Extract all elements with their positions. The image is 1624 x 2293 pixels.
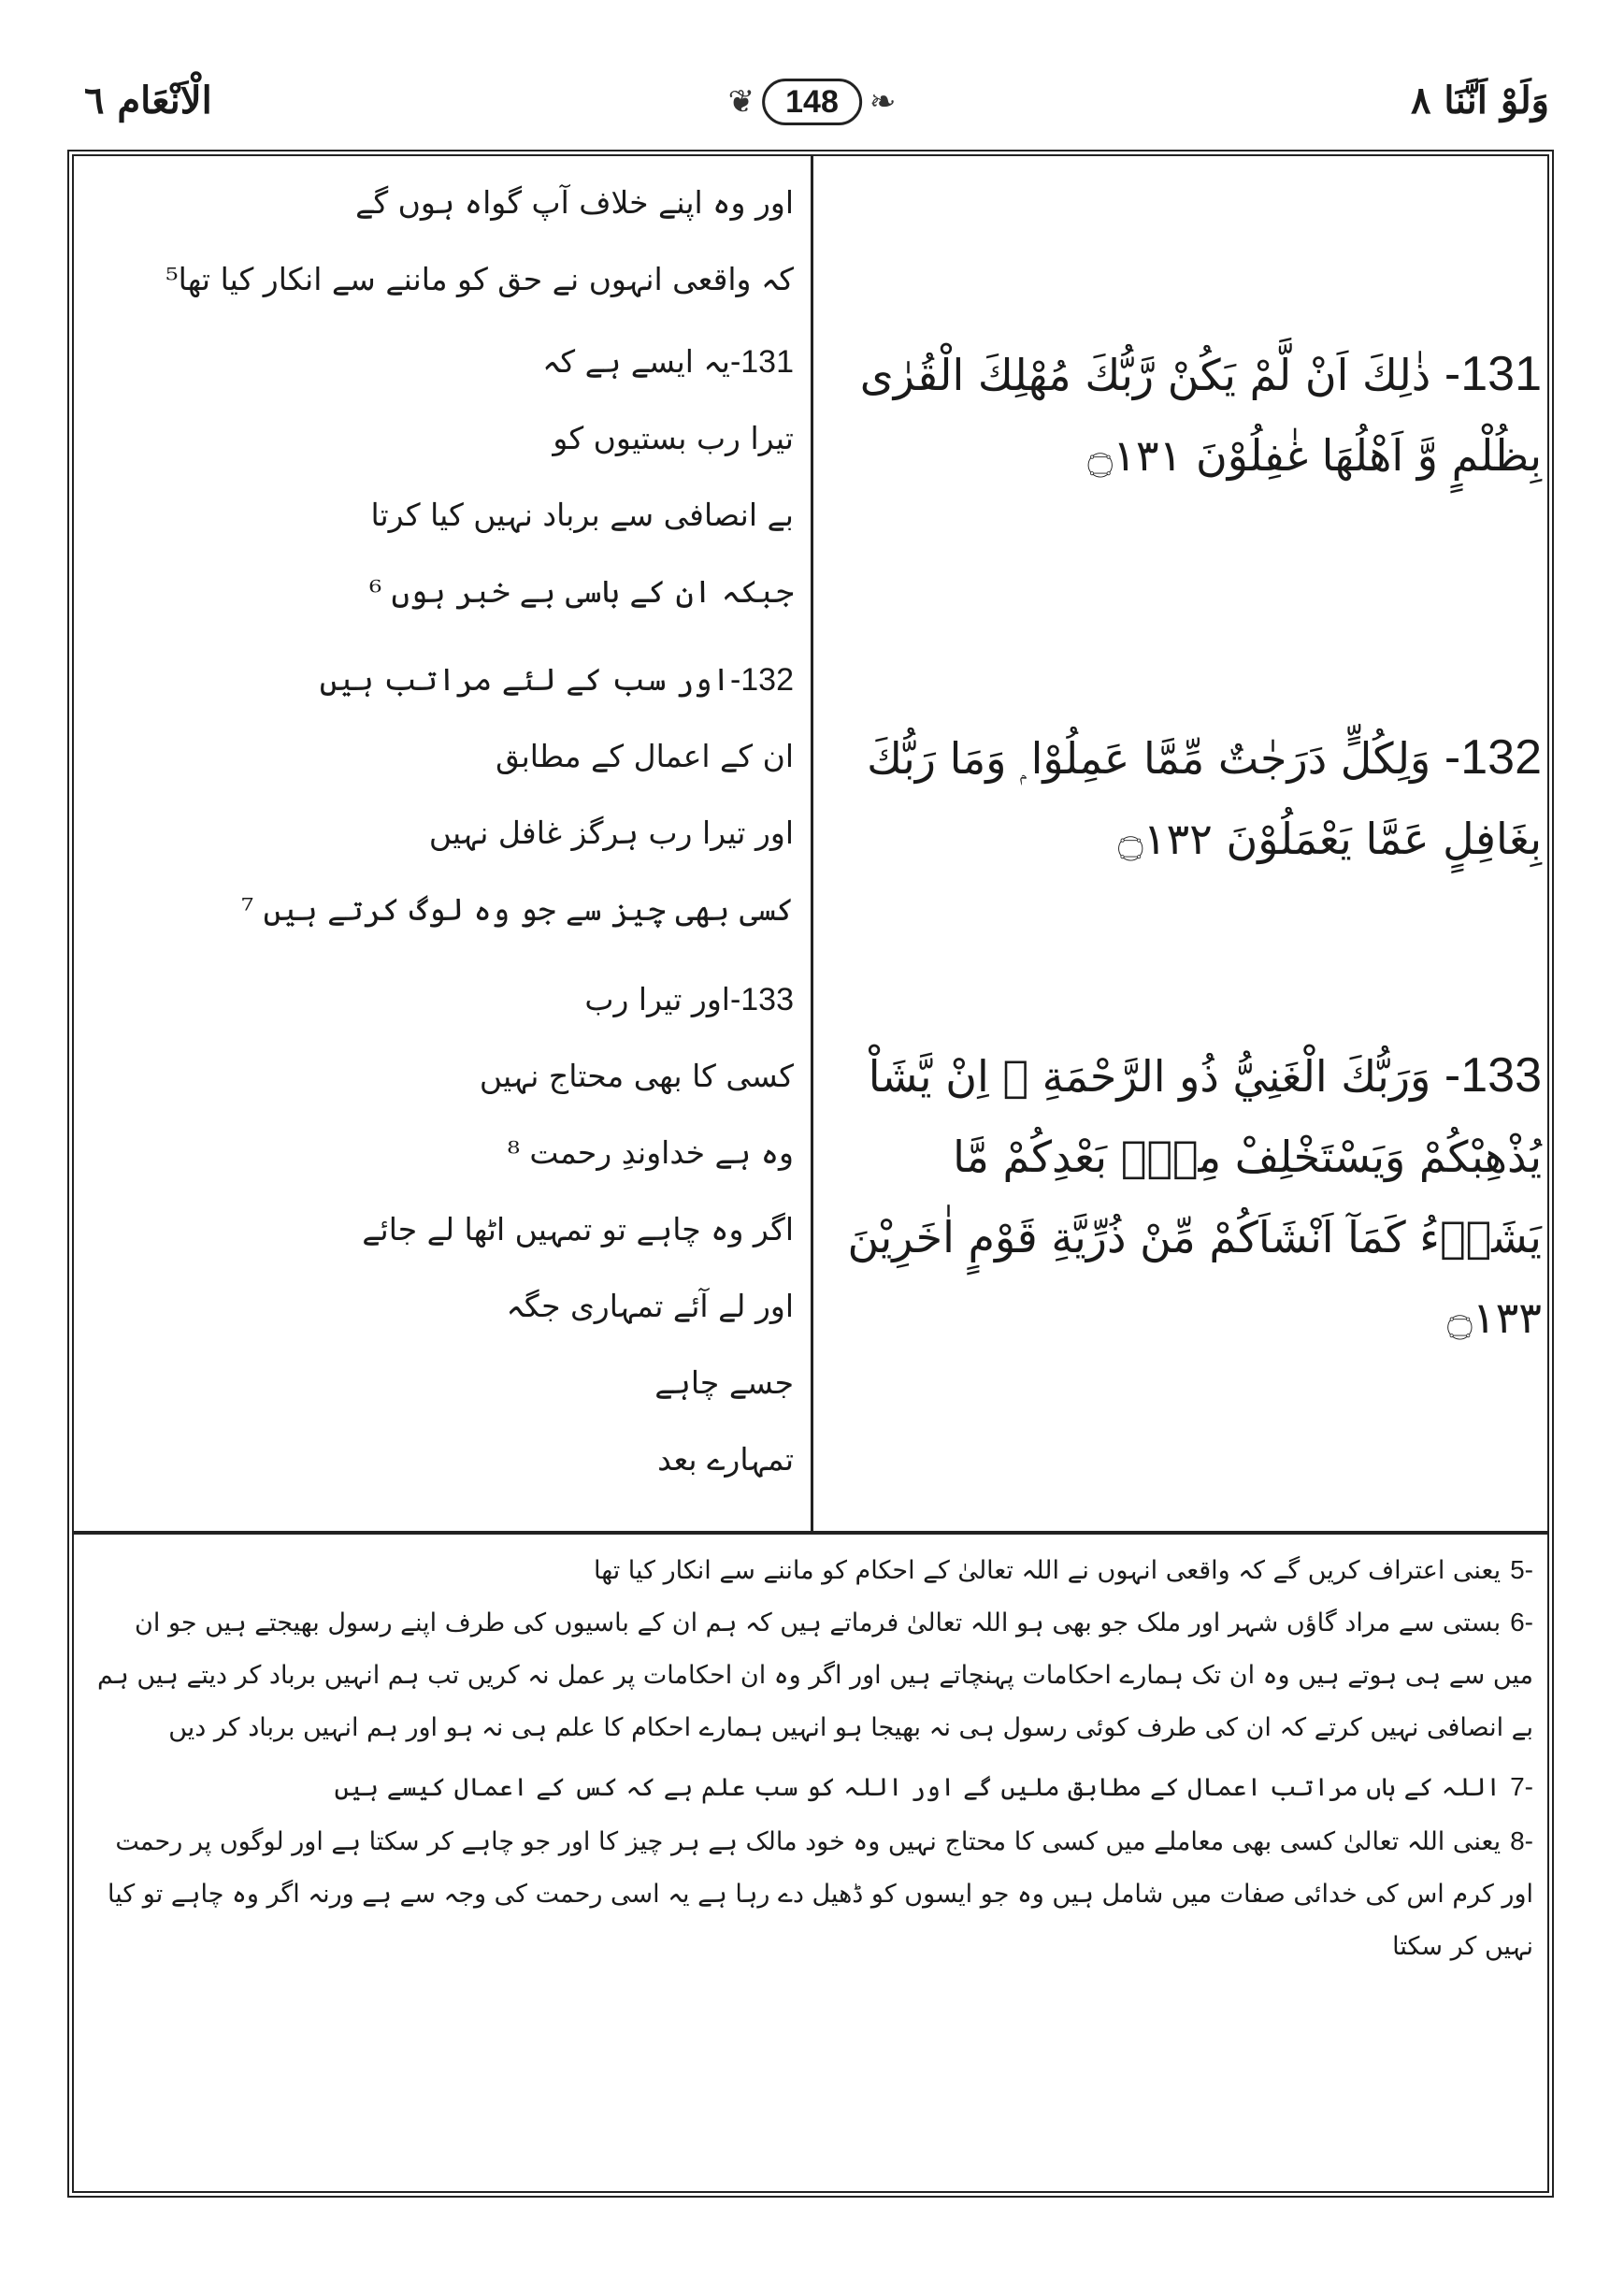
page-frame (67, 150, 1554, 2198)
ornament-left-icon: ❦ (727, 83, 755, 121)
translation-line: تیرا رب بستیوں کو (553, 420, 794, 456)
verse-131: 131- ذٰلِكَ اَنْ لَّمْ يَكُنْ رَّبُّكَ مُهْلِكَ الْقُرٰى بِظُلْمٍ وَّ اَهْلُهَا غٰفِلُوْنَ ۝١٣١ (859, 347, 1542, 481)
column-divider (811, 156, 813, 1531)
translation-line: کہ واقعی انہوں نے حق کو ماننے سے انکار کیا تھا⁵ (165, 261, 794, 297)
translation-line: اور لے آئے تمہاری جگہ (506, 1288, 794, 1324)
translation-line: اور تیرا رب ہرگز غافل نہیں (428, 815, 794, 851)
translation-line: کسی کا بھی محتاج نہیں (479, 1058, 794, 1094)
translation-line: 133-اور تیرا رب (584, 981, 794, 1017)
translation-line: جبکہ ان کے باسی بے خبر ہوں ⁶ (368, 573, 794, 610)
translation-line: 131-یہ ایسے ہے کہ (542, 343, 794, 380)
footnote: -6بستی سے مراد گاؤں شہر اور ملک جو بھی ہو اللہ تعالیٰ فرماتے ہیں کہ ہم ان کے باسیوں کی طرف اپنے رسول بھیجتے ہیں جو ان میں سے ہی ہوتے ہیں وہ ان تک ہمارے احکامات پہنچاتے ہیں اور اگر وہ ان احکامات پر عمل نہ کریں تب ہم انہیں برباد کر دیتے ہیں ہم بے انصافی نہیں کرتے کہ ان کی طرف کوئی رسول ہی نہ بھیجا ہو انہیں ہمارے احکام کا علم ہی نہ ہو اور ہم انہیں برباد کر دیں (97, 1608, 1533, 1742)
translation-line: جسے چاہے (654, 1364, 794, 1401)
footnote: -7اللہ کے ہاں مراتب اعمال کے مطابق ملیں گے اور اللہ کو سب علم ہے کہ کس کے اعمال کیسے ہیں (334, 1772, 1533, 1802)
juz-title: وَلَوْ اَنَّنَا ٨ (1410, 79, 1549, 123)
translation-line: بے انصافی سے برباد نہیں کیا کرتا (370, 497, 794, 533)
footnote: -5یعنی اعتراف کریں گے کہ واقعی انہوں نے اللہ تعالیٰ کے احکام کو ماننے سے انکار کیا تھا (594, 1555, 1533, 1585)
footnote-divider (74, 1531, 1547, 1535)
translation-line: اور وہ اپنے خلاف آپ گواہ ہوں گے (355, 184, 794, 221)
page-header (56, 75, 1568, 140)
translation-line: تمہارے بعد (657, 1441, 794, 1478)
verse-column (822, 175, 1542, 1521)
translation-line: 132-اور سب کے لئے مراتب ہیں (319, 661, 794, 698)
surah-title: الْاَنْعَام ٦ (84, 79, 212, 123)
translation-line: کسی بھی چیز سے جو وہ لوگ کرتے ہیں ⁷ (240, 891, 794, 928)
verse-133: 133- وَرَبُّكَ الْغَنِيُّ ذُو الرَّحْمَةِ ۭ اِنْ يَّشَاْ يُذْهِبْكُمْ وَيَسْتَخْلِفْ مِنْۢ بَعْدِكُمْ مَّا يَشَاۗءُ كَمَآ اَنْشَاَكُمْ مِّنْ ذُرِّيَّةِ قَوْمٍ اٰخَرِيْنَ ۝١٣٣ (847, 1048, 1542, 1343)
translation-line: ان کے اعمال کے مطابق (496, 738, 794, 774)
verse-132: 132- وَلِكُلٍّ دَرَجٰتٌ مِّمَّا عَمِلُوْا ۭ وَمَا رَبُّكَ بِغَافِلٍ عَمَّا يَعْمَلُوْنَ ۝١٣٢ (867, 730, 1542, 864)
translation-line: اگر وہ چاہے تو تمہیں اٹھا لے جائے (362, 1211, 794, 1247)
translation-column (93, 175, 803, 1521)
page-number: 148 (762, 79, 862, 125)
translation-line: وہ ہے خداوندِ رحمت ⁸ (507, 1134, 794, 1171)
footnote: -8یعنی اللہ تعالیٰ کسی بھی معاملے میں کسی کا محتاج نہیں وہ خود مالک ہے ہر چیز کا اور جو چاہے کر سکتا ہے اور لوگوں پر رحمت اور کرم اس کی خدائی صفات میں شامل ہیں وہ جو ایسوں کو ڈھیل دے رہا ہے یہ اسی رحمت کی وجہ سے ہے ورنہ اگر وہ چاہے تو کیا نہیں کر سکتا (108, 1826, 1533, 1961)
page-number-badge (728, 79, 897, 125)
ornament-right-icon: ❧ (869, 83, 897, 121)
